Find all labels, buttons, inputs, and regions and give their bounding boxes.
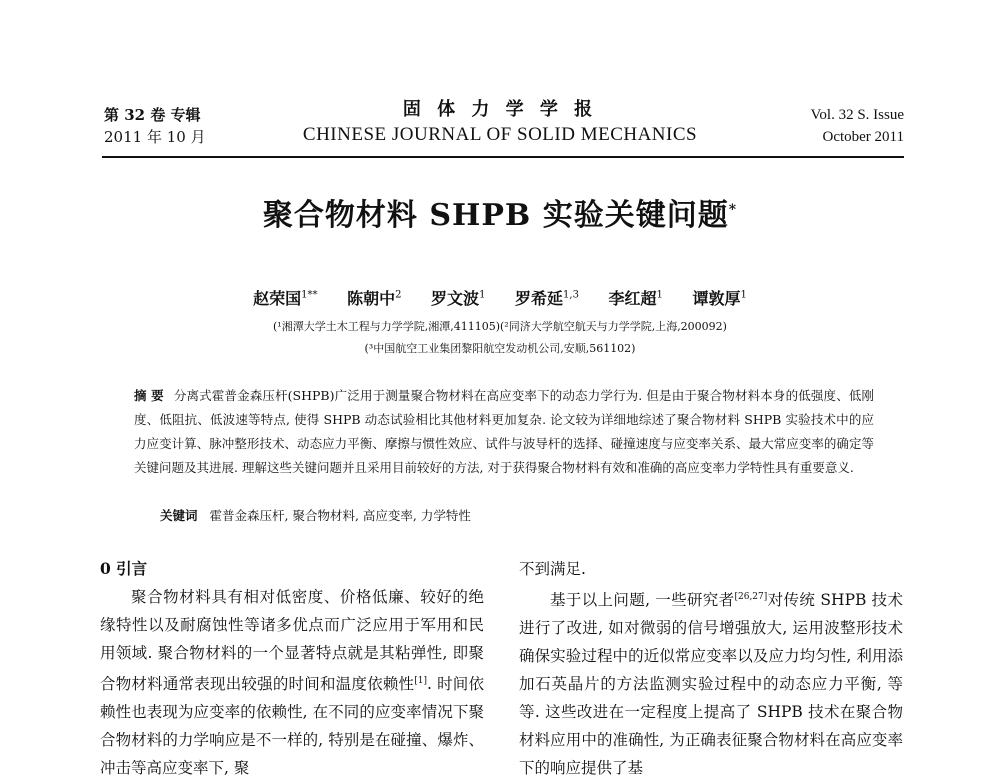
- body-paragraph: [519, 583, 903, 782]
- header-volume: 第 32 卷 专辑: [104, 106, 201, 124]
- paragraph-text-cont: 对传统 SHPB 技术进行了改进, 如对微弱的信号增强放大, 运用波整形技术确保实验过程中的近似常应变率以及应力均匀性, 利用添加石英晶片的方法监测实验过程中的动态应力平衡, 等等. 这些改进在一定程度上提高了 SHPB 技术在聚合物材料应用中的准确性, 为正确表征聚合物材料在高应变率下的响应提供了基: [519, 591, 903, 778]
- author-affiliation-mark: 1: [479, 289, 486, 301]
- header-volume-en-line1: Vol. 32 S. Issue: [810, 107, 904, 123]
- header-volume-en-line2: October 2011: [822, 129, 904, 145]
- abstract-label: 摘 要: [134, 388, 164, 403]
- affiliation-line-2: (³中国航空工业集团黎阳航空发动机公司,安顺,561102): [364, 342, 636, 355]
- author: [347, 289, 401, 308]
- author: [609, 289, 663, 308]
- paragraph-text: 基于以上问题, 一些研究者: [550, 591, 735, 610]
- keywords-text: 霍普金森压杆, 聚合物材料, 高应变率, 力学特性: [209, 508, 471, 523]
- abstract-text: 分离式霍普金森压杆(SHPB)广泛用于测量聚合物材料在高应变率下的动态力学行为. 但是由于聚合物材料本身的低强度、低刚度、低阻抗、低波速等特点, 使得 SHPB 动态试验相比其他材料更加复杂. 论文较为详细地综述了聚合物材料 SHPB 实验技术中的应力应变计算、脉冲整形技术、动态应力平衡、摩擦与惯性效应、试件与波导杆的选择、碰撞速度与应变率关系、最大常应变率的确定等关键问题及其进展. 理解这些关键问题并且采用目前较好的方法, 对于获得聚合物材料有效和准确的高应变率力学特性具有重要意义.: [134, 388, 874, 475]
- author-affiliation-mark: 1: [656, 289, 663, 301]
- body-paragraph: [100, 583, 484, 782]
- author-name: 罗文波: [431, 289, 480, 308]
- header-volume-en: [811, 104, 905, 148]
- paper-title-text: 聚合物材料 SHPB 实验关键问题: [262, 198, 729, 233]
- body-paragraph-continued: 不到满足.: [519, 560, 586, 578]
- author-name: 李红超: [608, 289, 657, 308]
- section-heading: 0 引言: [100, 559, 148, 578]
- affiliation-line-1: (¹湘潭大学土木工程与力学学院,湘潭,411105)(²同济大学航空航天与力学学院,上海,200092): [273, 320, 727, 333]
- header-rule: [102, 156, 904, 158]
- citation: [26,27]: [734, 592, 768, 602]
- author-list: [150, 286, 850, 309]
- keywords: [160, 506, 860, 524]
- header-date: 2011 年 10 月: [104, 128, 206, 146]
- journal-title-cn: 固 体 力 学 学 报: [402, 99, 598, 120]
- author-name: 赵荣国: [253, 289, 302, 308]
- abstract: [134, 384, 874, 480]
- body-column-left: [100, 555, 484, 782]
- author: [253, 289, 317, 308]
- author-name: 谭敦厚: [692, 289, 741, 308]
- title-footnote-mark: *: [728, 202, 738, 218]
- journal-title-en: CHINESE JOURNAL OF SOLID MECHANICS: [302, 124, 698, 145]
- header-issue-info: [104, 104, 206, 148]
- author-affiliation-mark: 1**: [301, 289, 318, 301]
- author: [692, 289, 746, 308]
- keywords-label: 关键词: [160, 508, 198, 523]
- citation: [1]: [414, 676, 427, 686]
- header-journal: [250, 98, 750, 148]
- paper-title: [150, 190, 850, 234]
- author-name: 罗希延: [515, 289, 564, 308]
- author: [431, 289, 485, 308]
- paragraph-text-cont: . 时间依赖性也表现为应变率的依赖性, 在不同的应变率情况下聚合物材料的力学响应是不一样的, 特别是在碰撞、爆炸、冲击等高应变率下, 聚: [100, 675, 484, 778]
- author-affiliation-mark: 1: [740, 289, 747, 301]
- author-affiliation-mark: 2: [395, 289, 402, 301]
- paragraph-text: 聚合物材料具有相对低密度、价格低廉、较好的绝缘特性以及耐腐蚀性等诸多优点而广泛应用于军用和民用领域. 聚合物材料的一个显著特点就是其粘弹性, 即聚合物材料通常表现出较强的时间和温度依赖性: [100, 588, 484, 694]
- author-affiliation-mark: 1,3: [563, 289, 579, 301]
- author-name: 陈朝中: [347, 289, 396, 308]
- author: [515, 289, 579, 308]
- body-column-right: [519, 555, 903, 782]
